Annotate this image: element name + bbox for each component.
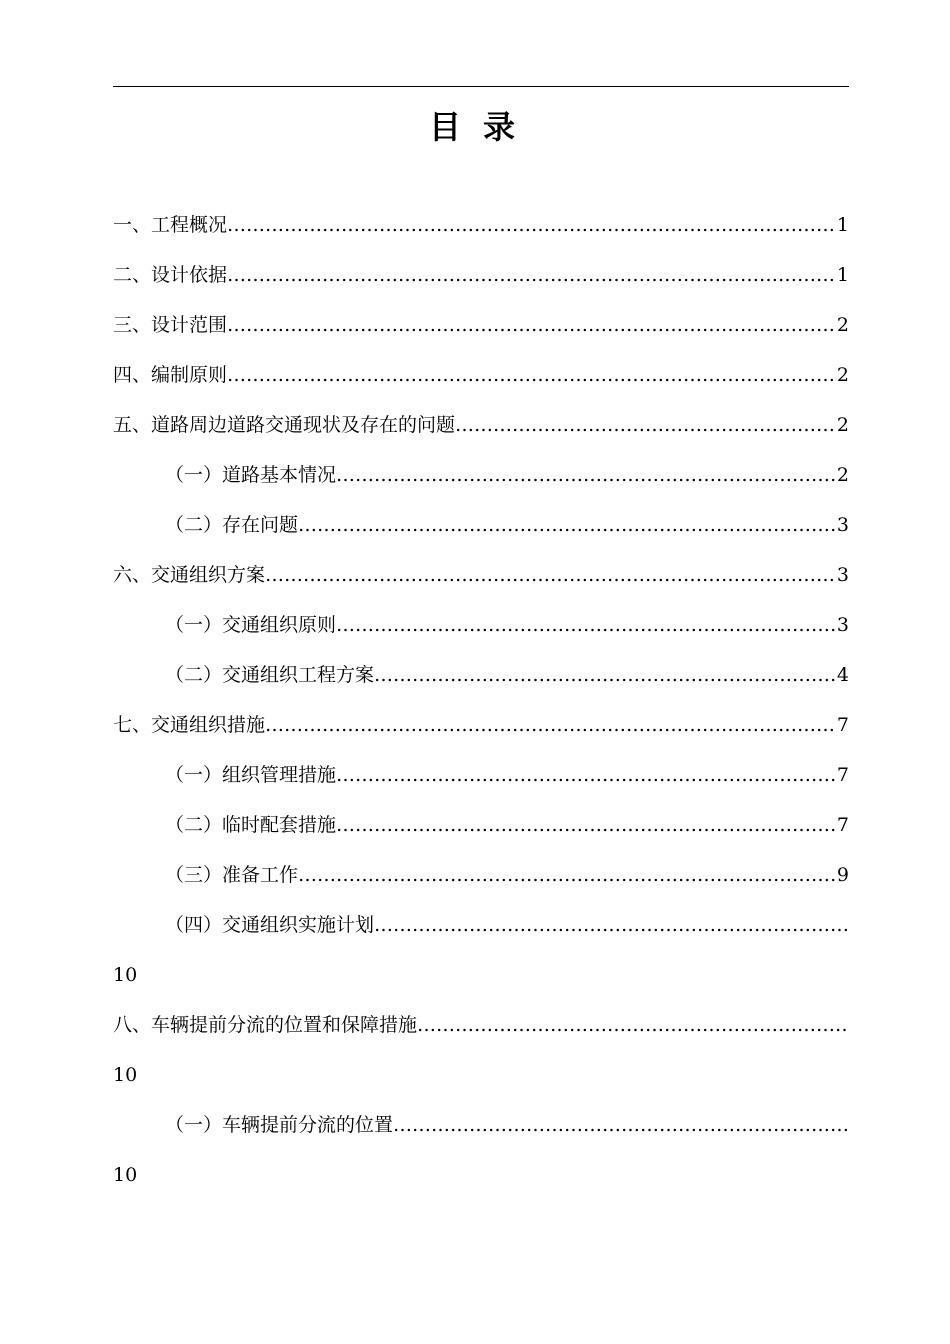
toc-page-number: 2 [836, 364, 849, 386]
toc-entry[interactable] [113, 650, 849, 700]
toc-entry-title: （三）准备工作 [165, 864, 299, 886]
toc-page-number: 4 [836, 664, 849, 686]
toc-entry-line [113, 250, 849, 300]
toc-leader-dots [417, 1000, 849, 1050]
toc-leader-dots [227, 350, 836, 400]
toc-entry-title: （二）存在问题 [165, 514, 299, 536]
toc-leader-dots [336, 600, 836, 650]
toc-leader-dots [265, 550, 836, 600]
toc-entry-title: （一）组织管理措施 [165, 764, 337, 786]
toc-page-number: 10 [113, 964, 138, 986]
toc-entry[interactable] [113, 750, 849, 800]
toc-page-number: 3 [836, 564, 849, 586]
toc-entry-line [113, 600, 849, 650]
toc-entry[interactable] [113, 900, 849, 950]
toc-entry-line [113, 350, 849, 400]
toc-entry[interactable] [113, 200, 849, 250]
toc-entry-line [113, 750, 849, 800]
toc-entry-title: 一、工程概况 [113, 214, 228, 236]
toc-leader-dots [298, 500, 836, 550]
toc-leader-dots [227, 300, 836, 350]
toc-page-number: 9 [836, 864, 849, 886]
header-rule [113, 86, 849, 87]
toc-leader-dots [298, 850, 836, 900]
toc-entry-title: （四）交通组织实施计划 [165, 914, 375, 936]
toc-entry-title: 五、道路周边道路交通现状及存在的问题 [113, 414, 456, 436]
toc-entry-title: 八、车辆提前分流的位置和保障措施 [113, 1014, 418, 1036]
toc-entry-title: 六、交通组织方案 [113, 564, 266, 586]
toc-entry-title: （二）临时配套措施 [165, 814, 337, 836]
toc-entry[interactable] [113, 250, 849, 300]
toc-entry[interactable] [113, 1100, 849, 1150]
toc-entry[interactable] [113, 700, 849, 750]
toc-page-number: 1 [836, 264, 849, 286]
toc-page-number: 1 [836, 214, 849, 236]
toc-entry-line [113, 1000, 849, 1050]
toc-entry-title: （二）交通组织工程方案 [165, 664, 375, 686]
toc-leader-dots [374, 900, 849, 950]
toc-leader-dots [227, 250, 836, 300]
page-title: 目录 [428, 108, 537, 146]
toc-entry-title: （一）道路基本情况 [165, 464, 337, 486]
toc-page-number: 2 [836, 464, 849, 486]
toc-entry-line [113, 550, 849, 600]
toc-entry[interactable] [113, 300, 849, 350]
toc-entry-line [113, 800, 849, 850]
toc-page-number: 2 [836, 314, 849, 336]
toc-leader-dots [374, 650, 836, 700]
toc-page-number: 7 [836, 764, 849, 786]
toc-page-number: 10 [113, 1164, 138, 1186]
toc-entry-title: （一）交通组织原则 [165, 614, 337, 636]
toc-entry[interactable] [113, 850, 849, 900]
toc-entry-line [113, 650, 849, 700]
toc-leader-dots [455, 400, 836, 450]
toc-entry-title: 二、设计依据 [113, 264, 228, 286]
toc-entry-title: （一）车辆提前分流的位置 [165, 1114, 394, 1136]
toc-entry[interactable] [113, 800, 849, 850]
toc-leader-dots [393, 1100, 849, 1150]
toc-entry-line [113, 900, 849, 950]
toc-page-number: 3 [836, 614, 849, 636]
toc-page-number: 7 [836, 814, 849, 836]
toc-entry[interactable] [113, 600, 849, 650]
table-of-contents [113, 200, 849, 1200]
toc-entry[interactable] [113, 450, 849, 500]
toc-entry-title: 七、交通组织措施 [113, 714, 266, 736]
toc-entry-line [113, 200, 849, 250]
toc-leader-dots [336, 750, 836, 800]
toc-page-number: 10 [113, 1064, 138, 1086]
toc-entry-line [113, 300, 849, 350]
toc-entry-line [113, 400, 849, 450]
toc-entry[interactable] [113, 400, 849, 450]
toc-entry-line [113, 1100, 849, 1150]
toc-entry-title: 四、编制原则 [113, 364, 228, 386]
toc-leader-dots [227, 200, 836, 250]
toc-entry[interactable] [113, 500, 849, 550]
toc-entry-line [113, 700, 849, 750]
toc-entry[interactable] [113, 550, 849, 600]
toc-page-number: 3 [836, 514, 849, 536]
toc-entry-line [113, 450, 849, 500]
toc-entry[interactable] [113, 350, 849, 400]
toc-entry[interactable] [113, 1000, 849, 1050]
toc-leader-dots [336, 450, 836, 500]
toc-page-number: 2 [836, 414, 849, 436]
toc-page-number: 7 [836, 714, 849, 736]
toc-entry-line [113, 850, 849, 900]
toc-leader-dots [265, 700, 836, 750]
toc-entry-line [113, 500, 849, 550]
toc-entry-title: 三、设计范围 [113, 314, 228, 336]
toc-leader-dots [336, 800, 836, 850]
